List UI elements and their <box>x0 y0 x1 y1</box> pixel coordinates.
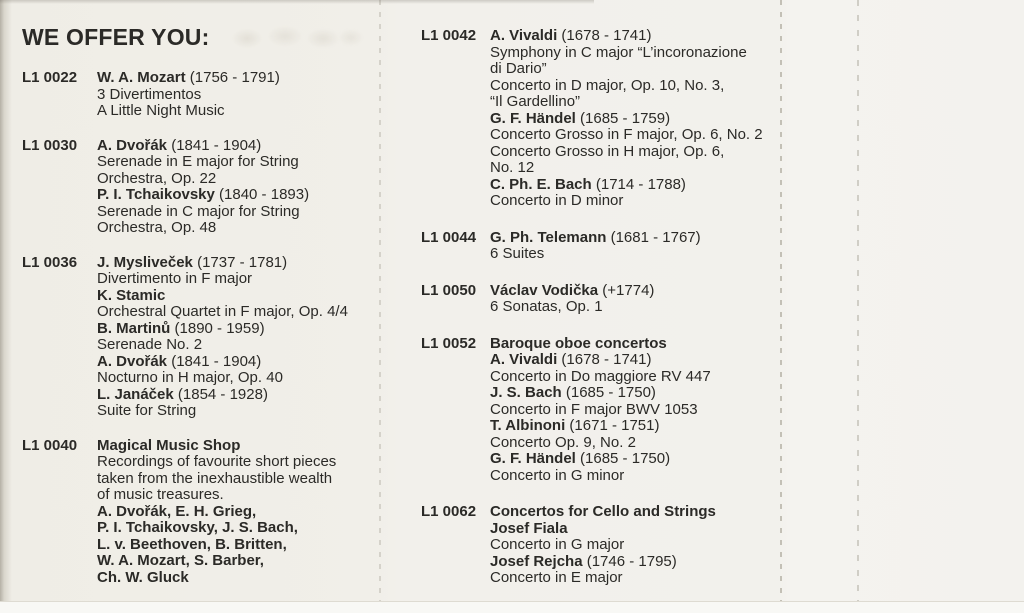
catalog-number: L1 0050 <box>421 281 477 299</box>
composer-or-title: C. Ph. E. Bach <box>490 175 592 193</box>
catalog-entry <box>22 255 378 420</box>
entry-line <box>490 554 781 571</box>
composer-or-title: J. S. Bach <box>490 384 562 401</box>
catalog-entry <box>421 230 781 263</box>
catalog-column-right <box>421 28 781 607</box>
composer-or-title: L. Janáček <box>97 385 174 403</box>
composer-or-title: G. Ph. Telemann <box>490 228 607 246</box>
entry-line <box>490 435 781 452</box>
work-detail-text: Symphony in C major “L’incoronazione <box>490 43 747 61</box>
work-detail-text: taken from the inexhaustible wealth <box>97 469 333 487</box>
composer-or-title: W. A. Mozart, S. Barber, <box>97 552 264 569</box>
composer-or-title: K. Stamic <box>97 286 166 304</box>
entry-line <box>97 103 378 120</box>
entry-line <box>97 403 378 420</box>
entry-line <box>490 160 781 177</box>
composer-or-title: J. Mysliveček <box>97 253 193 271</box>
entry-line <box>97 255 378 272</box>
work-detail-text: (1678 - 1741) <box>557 351 652 368</box>
work-detail-text: Concerto Grosso in F major, Op. 6, No. 2 <box>490 126 763 143</box>
entry-line <box>490 299 781 316</box>
work-detail-text: (1685 - 1750) <box>575 450 671 467</box>
work-detail-text: Concerto in G major <box>490 536 625 553</box>
work-detail-text: (1685 - 1759) <box>575 109 671 127</box>
entry-line <box>490 385 781 402</box>
work-detail-text: (1841 - 1904) <box>167 136 262 154</box>
entry-line <box>97 454 378 471</box>
entry-line <box>97 304 378 321</box>
work-detail-text: Recordings of favourite short pieces <box>97 453 337 470</box>
catalog-number: L1 0052 <box>421 334 477 352</box>
entry-line <box>490 177 781 194</box>
entry-line <box>97 438 378 455</box>
perforation-line-right <box>780 0 782 613</box>
entry-line <box>97 553 378 570</box>
work-detail-text: of music treasures. <box>97 486 224 503</box>
work-detail-text: Serenade No. 2 <box>97 336 203 353</box>
work-detail-text: Concerto Op. 9, No. 2 <box>490 433 636 451</box>
entry-line <box>97 471 378 488</box>
entry-line <box>490 570 781 587</box>
scan-edge-top <box>0 0 594 4</box>
composer-or-title: G. F. Händel <box>490 450 576 467</box>
perforation-line-far-right <box>857 0 859 613</box>
work-detail-text: 6 Sonatas, Op. 1 <box>490 298 603 315</box>
entry-line <box>97 504 378 521</box>
entry-line <box>490 537 781 554</box>
catalog-entry <box>22 138 378 237</box>
composer-or-title: Josef Fiala <box>490 519 568 537</box>
work-detail-text: 3 Divertimentos <box>97 85 202 103</box>
entry-line <box>97 87 378 104</box>
work-detail-text: Suite for String <box>97 402 197 419</box>
composer-or-title: A. Dvořák <box>97 352 168 370</box>
work-detail-text: No. 12 <box>490 159 535 176</box>
work-detail-text: (1756 - 1791) <box>185 69 280 86</box>
entry-lines <box>97 138 378 237</box>
catalog-entry <box>421 283 781 316</box>
entry-lines <box>490 336 781 485</box>
catalog-number: L1 0040 <box>22 436 78 454</box>
catalog-entry <box>421 28 781 210</box>
entry-line <box>490 521 781 538</box>
work-detail-text: A Little Night Music <box>97 102 225 119</box>
entry-line <box>97 271 378 288</box>
catalog-entry <box>421 504 781 587</box>
composer-or-title: W. A. Mozart <box>97 69 186 86</box>
catalog-number: L1 0030 <box>22 136 78 154</box>
entry-line <box>97 321 378 338</box>
composer-or-title: A. Dvořák, E. H. Grieg, <box>97 502 257 520</box>
composer-or-title: A. Vivaldi <box>490 351 558 368</box>
entry-line <box>490 336 781 353</box>
entry-line <box>97 387 378 404</box>
entry-line <box>490 28 781 45</box>
entry-line <box>97 570 378 587</box>
entry-lines <box>97 70 378 120</box>
entry-line <box>490 468 781 485</box>
work-detail-text: (1671 - 1751) <box>565 417 660 434</box>
entry-line <box>490 193 781 210</box>
work-detail-text: Divertimento in F major <box>97 270 253 287</box>
entry-line <box>490 144 781 161</box>
composer-or-title: L. v. Beethoven, B. Britten, <box>97 535 287 553</box>
work-detail-text: (1840 - 1893) <box>214 186 310 203</box>
composer-or-title: Concertos for Cello and Strings <box>490 503 716 520</box>
work-detail-text: Concerto in F major BWV 1053 <box>490 400 698 418</box>
entry-line <box>490 504 781 521</box>
catalog-number: L1 0022 <box>22 69 78 86</box>
catalog-entry <box>22 438 378 587</box>
entry-line <box>490 94 781 111</box>
entry-lines <box>490 283 781 316</box>
entry-line <box>490 402 781 419</box>
catalog-entry <box>22 70 378 120</box>
work-detail-text: (1685 - 1750) <box>561 384 656 401</box>
catalog-number: L1 0062 <box>421 503 477 520</box>
entry-line <box>490 230 781 247</box>
entry-line <box>97 487 378 504</box>
composer-or-title: Václav Vodička <box>490 281 599 299</box>
work-detail-text: (1854 - 1928) <box>173 385 268 403</box>
entry-line <box>490 418 781 435</box>
entry-line <box>490 61 781 78</box>
entry-line <box>97 187 378 204</box>
work-detail-text: di Dario” <box>490 60 547 77</box>
entry-line <box>490 352 781 369</box>
composer-or-title: Magical Music Shop <box>97 436 241 454</box>
entry-line <box>490 45 781 62</box>
work-detail-text: (1714 - 1788) <box>591 175 686 193</box>
work-detail-text: Orchestral Quartet in F major, Op. 4/4 <box>97 303 348 320</box>
work-detail-text: Orchestra, Op. 48 <box>97 219 217 236</box>
catalog-entry <box>421 336 781 485</box>
entry-line <box>97 370 378 387</box>
entry-line <box>97 204 378 221</box>
work-detail-text: Concerto Grosso in H major, Op. 6, <box>490 142 725 160</box>
composer-or-title: Baroque oboe concertos <box>490 334 667 352</box>
composer-or-title: A. Vivaldi <box>490 27 558 44</box>
work-detail-text: Orchestra, Op. 22 <box>97 169 217 187</box>
catalog-number: L1 0042 <box>421 27 477 44</box>
catalog-column-left <box>22 24 378 604</box>
composer-or-title: G. F. Händel <box>490 109 576 127</box>
catalog-number: L1 0036 <box>22 253 78 271</box>
entry-line <box>490 283 781 300</box>
entry-list-left <box>22 70 378 586</box>
work-detail-text: Serenade in C major for String <box>97 202 300 220</box>
work-detail-text: (1746 - 1795) <box>582 552 677 570</box>
entry-lines <box>97 438 378 587</box>
entry-line <box>490 369 781 386</box>
work-detail-text: Concerto in Do maggiore RV 447 <box>490 367 711 385</box>
work-detail-text: 6 Suites <box>490 245 545 262</box>
work-detail-text: Concerto in G minor <box>490 466 625 484</box>
work-detail-text: “Il Gardellino” <box>490 93 581 110</box>
entry-line <box>97 520 378 537</box>
work-detail-text: (1841 - 1904) <box>167 352 262 370</box>
entry-lines <box>490 230 781 263</box>
entry-line <box>97 171 378 188</box>
composer-or-title: P. I. Tchaikovsky, J. S. Bach, <box>97 519 298 536</box>
work-detail-text: (1737 - 1781) <box>192 253 288 271</box>
catalog-number: L1 0044 <box>421 228 477 246</box>
composer-or-title: Ch. W. Gluck <box>97 568 189 586</box>
composer-or-title: Josef Rejcha <box>490 552 583 570</box>
work-detail-text: Concerto in E major <box>490 569 623 586</box>
page-title: WE OFFER YOU: <box>22 24 210 50</box>
entry-line <box>490 111 781 128</box>
entry-line <box>490 246 781 263</box>
entry-lines <box>97 255 378 420</box>
entry-lines <box>490 504 781 587</box>
entry-line <box>97 537 378 554</box>
entry-line <box>97 354 378 371</box>
work-detail-text: (+1774) <box>598 281 655 299</box>
work-detail-text: Nocturno in H major, Op. 40 <box>97 369 283 386</box>
entry-line <box>97 220 378 237</box>
entry-line <box>490 451 781 468</box>
entry-line <box>490 127 781 144</box>
entry-line <box>97 154 378 171</box>
work-detail-text: (1681 - 1767) <box>606 228 701 246</box>
scan-edge-bottom <box>0 601 1024 613</box>
work-detail-text: Concerto in D minor <box>490 192 624 209</box>
work-detail-text: Serenade in E major for String <box>97 153 299 170</box>
entry-line <box>97 337 378 354</box>
perforation-line-middle <box>379 0 381 613</box>
work-detail-text: Concerto in D major, Op. 10, No. 3, <box>490 76 725 94</box>
entry-list-right <box>421 28 781 587</box>
entry-lines <box>490 28 781 210</box>
composer-or-title: B. Martinů <box>97 319 171 337</box>
scan-edge-left <box>0 0 12 613</box>
work-detail-text: (1678 - 1741) <box>557 27 652 44</box>
entry-line <box>490 78 781 95</box>
composer-or-title: T. Albinoni <box>490 417 566 434</box>
work-detail-text: (1890 - 1959) <box>170 319 265 337</box>
composer-or-title: P. I. Tchaikovsky <box>97 186 215 203</box>
entry-line <box>97 288 378 305</box>
composer-or-title: A. Dvořák <box>97 136 168 154</box>
entry-line <box>97 70 378 87</box>
entry-line <box>97 138 378 155</box>
